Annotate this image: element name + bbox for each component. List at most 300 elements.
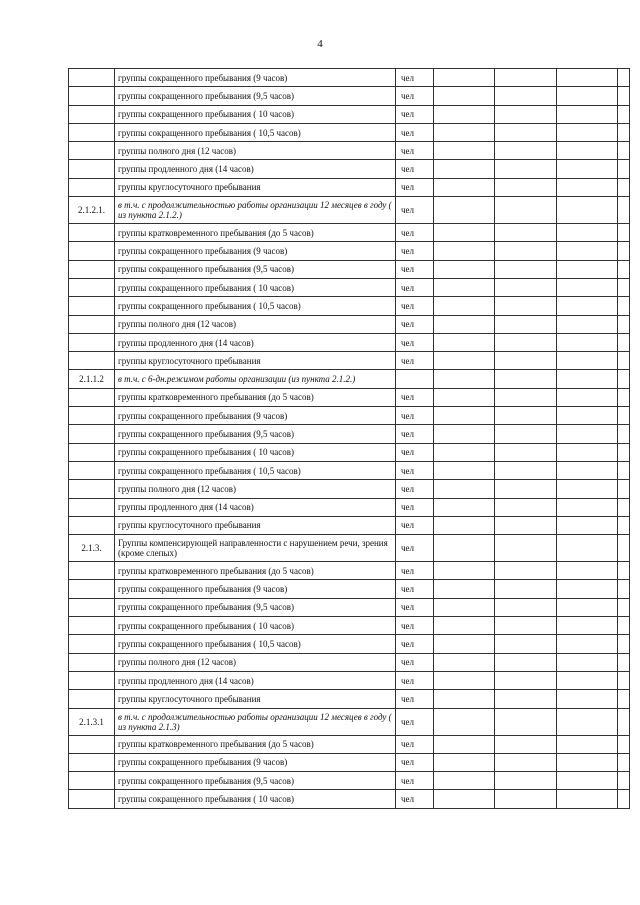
value-cell: [495, 260, 557, 278]
row-unit-cell: чел: [396, 315, 434, 333]
row-unit-cell: чел: [396, 461, 434, 479]
value-cell: [495, 690, 557, 708]
row-number-cell: [69, 562, 115, 580]
value-cell: [495, 297, 557, 315]
table-row: [69, 333, 630, 351]
row-description-cell: группы круглосуточного пребывания: [115, 690, 396, 708]
value-cell: [618, 498, 630, 516]
value-cell: [495, 105, 557, 123]
value-cell: [618, 617, 630, 635]
value-cell: [434, 708, 495, 735]
table-row: [69, 315, 630, 333]
value-cell: [618, 635, 630, 653]
value-cell: [618, 297, 630, 315]
row-number-cell: [69, 753, 115, 771]
row-number-cell: [69, 580, 115, 598]
row-number-cell: [69, 480, 115, 498]
value-cell: [434, 123, 495, 141]
value-cell: [434, 87, 495, 105]
row-number-cell: [69, 123, 115, 141]
row-number-cell: [69, 142, 115, 160]
table-row: [69, 407, 630, 425]
row-unit-cell: чел: [396, 516, 434, 534]
table-row: [69, 123, 630, 141]
value-cell: [557, 160, 618, 178]
value-cell: [495, 278, 557, 296]
row-unit-cell: чел: [396, 580, 434, 598]
table-row: [69, 790, 630, 808]
value-cell: [618, 352, 630, 370]
value-cell: [557, 224, 618, 242]
value-cell: [434, 388, 495, 406]
row-number-cell: [69, 735, 115, 753]
row-description-cell: группы сокращенного пребывания ( 10 часов): [115, 617, 396, 635]
row-description-cell: группы сокращенного пребывания (9 часов): [115, 69, 396, 87]
table-row: [69, 753, 630, 771]
table-row: [69, 580, 630, 598]
row-number-cell: [69, 160, 115, 178]
value-cell: [618, 671, 630, 689]
value-cell: [557, 333, 618, 351]
value-cell: [434, 443, 495, 461]
value-cell: [434, 260, 495, 278]
value-cell: [495, 69, 557, 87]
row-number-cell: [69, 516, 115, 534]
row-unit-cell: чел: [396, 87, 434, 105]
value-cell: [557, 790, 618, 808]
value-cell: [557, 653, 618, 671]
value-cell: [557, 635, 618, 653]
value-cell: [495, 735, 557, 753]
value-cell: [434, 370, 495, 388]
row-description-cell: группы круглосуточного пребывания: [115, 178, 396, 196]
row-unit-cell: чел: [396, 790, 434, 808]
row-unit-cell: чел: [396, 443, 434, 461]
value-cell: [557, 690, 618, 708]
row-description-cell: группы полного дня (12 часов): [115, 315, 396, 333]
value-cell: [434, 69, 495, 87]
value-cell: [495, 160, 557, 178]
value-cell: [495, 653, 557, 671]
row-description-cell: группы сокращенного пребывания (9,5 часов): [115, 425, 396, 443]
value-cell: [618, 160, 630, 178]
value-cell: [495, 772, 557, 790]
value-cell: [557, 69, 618, 87]
value-cell: [434, 753, 495, 771]
value-cell: [434, 142, 495, 160]
value-cell: [557, 516, 618, 534]
value-cell: [557, 461, 618, 479]
value-cell: [557, 671, 618, 689]
value-cell: [557, 388, 618, 406]
value-cell: [618, 69, 630, 87]
row-unit-cell: чел: [396, 242, 434, 260]
row-unit-cell: чел: [396, 297, 434, 315]
row-description-cell: группы сокращенного пребывания ( 10,5 часов): [115, 123, 396, 141]
value-cell: [434, 197, 495, 224]
row-description-cell: группы сокращенного пребывания (9,5 часов): [115, 87, 396, 105]
value-cell: [557, 197, 618, 224]
value-cell: [434, 635, 495, 653]
value-cell: [557, 562, 618, 580]
row-unit-cell: чел: [396, 772, 434, 790]
row-description-cell: группы продленного дня (14 часов): [115, 498, 396, 516]
value-cell: [557, 772, 618, 790]
value-cell: [618, 260, 630, 278]
table-row: [69, 425, 630, 443]
row-number-cell: [69, 461, 115, 479]
table-row: [69, 735, 630, 753]
row-description-cell: группы сокращенного пребывания ( 10 часов): [115, 443, 396, 461]
value-cell: [557, 735, 618, 753]
row-unit-cell: чел: [396, 635, 434, 653]
value-cell: [434, 598, 495, 616]
table-row: [69, 772, 630, 790]
value-cell: [618, 197, 630, 224]
value-cell: [495, 242, 557, 260]
value-cell: [495, 580, 557, 598]
table-row: [69, 352, 630, 370]
value-cell: [618, 580, 630, 598]
value-cell: [434, 297, 495, 315]
value-cell: [434, 772, 495, 790]
table-row: [69, 516, 630, 534]
value-cell: [434, 425, 495, 443]
value-cell: [557, 105, 618, 123]
value-cell: [618, 708, 630, 735]
value-cell: [495, 516, 557, 534]
row-description-cell: группы полного дня (12 часов): [115, 653, 396, 671]
value-cell: [557, 708, 618, 735]
row-description-cell: группы сокращенного пребывания (9 часов): [115, 242, 396, 260]
table-row: [69, 142, 630, 160]
row-description-cell: группы сокращенного пребывания (9 часов): [115, 753, 396, 771]
value-cell: [495, 790, 557, 808]
value-cell: [557, 535, 618, 562]
value-cell: [618, 562, 630, 580]
value-cell: [434, 315, 495, 333]
value-cell: [495, 224, 557, 242]
value-cell: [434, 498, 495, 516]
row-unit-cell: чел: [396, 498, 434, 516]
value-cell: [557, 278, 618, 296]
row-unit-cell: чел: [396, 598, 434, 616]
row-unit-cell: чел: [396, 352, 434, 370]
value-cell: [495, 178, 557, 196]
row-number-cell: 2.1.1.2: [69, 370, 115, 388]
table-row: [69, 653, 630, 671]
row-description-cell: группы сокращенного пребывания ( 10 часов): [115, 278, 396, 296]
value-cell: [495, 617, 557, 635]
row-unit-cell: чел: [396, 260, 434, 278]
value-cell: [495, 407, 557, 425]
value-cell: [557, 753, 618, 771]
row-number-cell: 2.1.3.: [69, 535, 115, 562]
table-row: [69, 370, 630, 388]
row-number-cell: [69, 242, 115, 260]
row-description-cell: группы продленного дня (14 часов): [115, 333, 396, 351]
row-number-cell: [69, 790, 115, 808]
value-cell: [618, 480, 630, 498]
table-row: [69, 178, 630, 196]
row-description-cell: группы сокращенного пребывания (9,5 часов): [115, 772, 396, 790]
table-row: [69, 635, 630, 653]
row-number-cell: [69, 425, 115, 443]
table-row: [69, 617, 630, 635]
value-cell: [618, 388, 630, 406]
row-number-cell: [69, 772, 115, 790]
table-row: [69, 105, 630, 123]
row-number-cell: [69, 315, 115, 333]
value-cell: [434, 790, 495, 808]
value-cell: [434, 535, 495, 562]
value-cell: [495, 142, 557, 160]
value-cell: [618, 278, 630, 296]
value-cell: [495, 635, 557, 653]
value-cell: [434, 224, 495, 242]
row-unit-cell: чел: [396, 425, 434, 443]
row-description-cell: группы кратковременного пребывания (до 5 часов): [115, 224, 396, 242]
row-description-cell: группы сокращенного пребывания (9,5 часов): [115, 260, 396, 278]
table-row: [69, 708, 630, 735]
table-row: [69, 297, 630, 315]
value-cell: [434, 617, 495, 635]
table-row: [69, 690, 630, 708]
value-cell: [618, 123, 630, 141]
value-cell: [495, 598, 557, 616]
table-row: [69, 535, 630, 562]
row-number-cell: [69, 690, 115, 708]
row-number-cell: [69, 105, 115, 123]
row-description-cell: группы круглосуточного пребывания: [115, 352, 396, 370]
row-unit-cell: чел: [396, 753, 434, 771]
value-cell: [618, 516, 630, 534]
row-unit-cell: чел: [396, 333, 434, 351]
value-cell: [495, 671, 557, 689]
table-row: [69, 498, 630, 516]
value-cell: [618, 315, 630, 333]
value-cell: [618, 753, 630, 771]
row-number-cell: [69, 333, 115, 351]
table-row: [69, 671, 630, 689]
row-description-cell: в т.ч. с 6-дн.режимом работы организации (из пункта 2.1.2.): [115, 370, 396, 388]
row-description-cell: группы сокращенного пребывания (9 часов): [115, 407, 396, 425]
row-description-cell: группы сокращенного пребывания ( 10,5 часов): [115, 297, 396, 315]
table-row: [69, 443, 630, 461]
value-cell: [618, 224, 630, 242]
data-table: [68, 68, 630, 809]
value-cell: [495, 461, 557, 479]
row-number-cell: [69, 224, 115, 242]
row-unit-cell: чел: [396, 535, 434, 562]
row-description-cell: группы круглосуточного пребывания: [115, 516, 396, 534]
value-cell: [434, 407, 495, 425]
value-cell: [618, 142, 630, 160]
row-number-cell: [69, 278, 115, 296]
row-unit-cell: чел: [396, 708, 434, 735]
value-cell: [618, 690, 630, 708]
row-description-cell: группы продленного дня (14 часов): [115, 671, 396, 689]
row-description-cell: в т.ч. с продолжительностью работы организации 12 месяцев в году ( из пункта 2.1.2.): [115, 197, 396, 224]
row-description-cell: группы полного дня (12 часов): [115, 480, 396, 498]
value-cell: [434, 580, 495, 598]
table-row: [69, 562, 630, 580]
row-description-cell: группы продленного дня (14 часов): [115, 160, 396, 178]
row-description-cell: группы кратковременного пребывания (до 5 часов): [115, 562, 396, 580]
row-number-cell: [69, 388, 115, 406]
page-number: 4: [317, 38, 323, 50]
value-cell: [495, 425, 557, 443]
value-cell: [495, 352, 557, 370]
value-cell: [495, 498, 557, 516]
table-body: [69, 69, 630, 809]
value-cell: [434, 105, 495, 123]
value-cell: [618, 772, 630, 790]
value-cell: [618, 87, 630, 105]
table-row: [69, 197, 630, 224]
row-unit-cell: чел: [396, 69, 434, 87]
value-cell: [434, 671, 495, 689]
row-description-cell: группы сокращенного пребывания ( 10 часов): [115, 105, 396, 123]
row-number-cell: 2.1.2.1.: [69, 197, 115, 224]
value-cell: [434, 690, 495, 708]
value-cell: [618, 790, 630, 808]
value-cell: [557, 142, 618, 160]
value-cell: [434, 352, 495, 370]
value-cell: [557, 370, 618, 388]
value-cell: [618, 443, 630, 461]
table-row: [69, 69, 630, 87]
row-number-cell: [69, 498, 115, 516]
row-unit-cell: чел: [396, 142, 434, 160]
value-cell: [618, 653, 630, 671]
row-number-cell: [69, 69, 115, 87]
row-unit-cell: чел: [396, 224, 434, 242]
value-cell: [434, 278, 495, 296]
value-cell: [434, 333, 495, 351]
value-cell: [557, 580, 618, 598]
row-number-cell: [69, 617, 115, 635]
value-cell: [557, 617, 618, 635]
row-description-cell: в т.ч. с продолжительностью работы организации 12 месяцев в году ( из пункта 2.1.3): [115, 708, 396, 735]
value-cell: [557, 480, 618, 498]
value-cell: [557, 315, 618, 333]
row-description-cell: группы кратковременного пребывания (до 5 часов): [115, 388, 396, 406]
row-unit-cell: чел: [396, 388, 434, 406]
value-cell: [434, 516, 495, 534]
row-unit-cell: чел: [396, 123, 434, 141]
value-cell: [495, 197, 557, 224]
row-number-cell: [69, 653, 115, 671]
table-row: [69, 260, 630, 278]
value-cell: [557, 297, 618, 315]
value-cell: [557, 242, 618, 260]
row-description-cell: Группы компенсирующей направленности с нарушением речи, зрения (кроме слепых): [115, 535, 396, 562]
value-cell: [434, 242, 495, 260]
row-unit-cell: чел: [396, 178, 434, 196]
value-cell: [495, 388, 557, 406]
value-cell: [557, 498, 618, 516]
table-row: [69, 242, 630, 260]
value-cell: [495, 370, 557, 388]
value-cell: [557, 87, 618, 105]
table-row: [69, 87, 630, 105]
table-row: [69, 224, 630, 242]
row-number-cell: [69, 352, 115, 370]
value-cell: [495, 315, 557, 333]
value-cell: [557, 352, 618, 370]
table-row: [69, 598, 630, 616]
value-cell: [495, 562, 557, 580]
row-number-cell: [69, 407, 115, 425]
value-cell: [618, 333, 630, 351]
row-unit-cell: [396, 370, 434, 388]
row-description-cell: группы кратковременного пребывания (до 5 часов): [115, 735, 396, 753]
row-description-cell: группы сокращенного пребывания (9,5 часов): [115, 598, 396, 616]
row-number-cell: 2.1.3.1: [69, 708, 115, 735]
value-cell: [434, 160, 495, 178]
row-unit-cell: чел: [396, 671, 434, 689]
value-cell: [434, 461, 495, 479]
row-number-cell: [69, 598, 115, 616]
table-row: [69, 278, 630, 296]
row-number-cell: [69, 178, 115, 196]
row-number-cell: [69, 671, 115, 689]
row-number-cell: [69, 443, 115, 461]
row-description-cell: группы сокращенного пребывания ( 10 часов): [115, 790, 396, 808]
value-cell: [618, 598, 630, 616]
value-cell: [557, 407, 618, 425]
value-cell: [557, 178, 618, 196]
value-cell: [618, 370, 630, 388]
row-unit-cell: чел: [396, 160, 434, 178]
table-row: [69, 388, 630, 406]
row-unit-cell: чел: [396, 653, 434, 671]
value-cell: [434, 562, 495, 580]
value-cell: [434, 178, 495, 196]
row-unit-cell: чел: [396, 278, 434, 296]
value-cell: [618, 735, 630, 753]
row-description-cell: группы полного дня (12 часов): [115, 142, 396, 160]
value-cell: [557, 425, 618, 443]
value-cell: [495, 87, 557, 105]
row-unit-cell: чел: [396, 105, 434, 123]
row-unit-cell: чел: [396, 197, 434, 224]
value-cell: [557, 443, 618, 461]
row-description-cell: группы сокращенного пребывания ( 10,5 часов): [115, 635, 396, 653]
value-cell: [434, 735, 495, 753]
table-row: [69, 160, 630, 178]
value-cell: [618, 242, 630, 260]
value-cell: [495, 480, 557, 498]
value-cell: [618, 407, 630, 425]
value-cell: [495, 753, 557, 771]
row-description-cell: группы сокращенного пребывания (9 часов): [115, 580, 396, 598]
table-row: [69, 480, 630, 498]
value-cell: [618, 535, 630, 562]
value-cell: [434, 480, 495, 498]
value-cell: [557, 260, 618, 278]
value-cell: [618, 461, 630, 479]
value-cell: [618, 425, 630, 443]
value-cell: [495, 333, 557, 351]
value-cell: [495, 123, 557, 141]
row-number-cell: [69, 260, 115, 278]
value-cell: [495, 443, 557, 461]
value-cell: [434, 653, 495, 671]
row-unit-cell: чел: [396, 617, 434, 635]
value-cell: [495, 535, 557, 562]
